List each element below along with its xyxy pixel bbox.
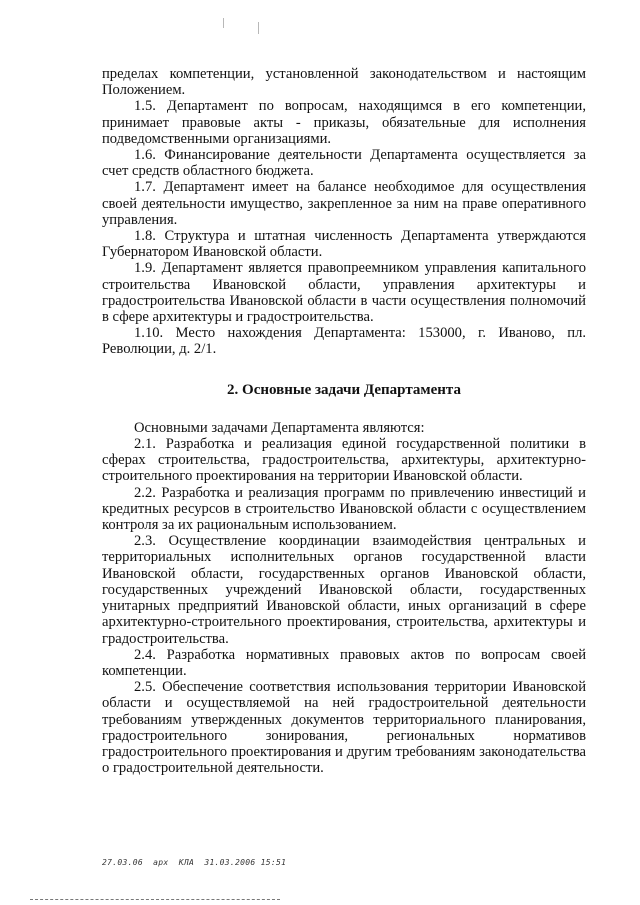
scan-mark	[258, 22, 259, 34]
paragraph-1-10: 1.10. Место нахождения Департамента: 153000, г. Иваново, пл. Революции, д. 2/1.	[102, 325, 586, 358]
paragraph-2-4: 2.4. Разработка нормативных правовых актов по вопросам своей компетенции.	[102, 646, 586, 679]
paragraph-1-5: 1.5. Департамент по вопросам, находящимся в его компетенции, принимает правовые акты - приказы, обязательные для исполнения подведомственными организациями.	[102, 98, 586, 147]
scan-mark	[223, 18, 224, 28]
paragraph-1-9: 1.9. Департамент является правопреемником управления капитального строительства Ивановской области, управления архитектуры и градостроительства Ивановской области в части осуществления полномочий в сфере архитектуры и градостроительства.	[102, 260, 586, 326]
paragraph-2-5: 2.5. Обеспечение соответствия использования территории Ивановской области и осуществляемой на ней градостроительной деятельности требованиям утвержденных документов территориального планирования, градостроительного зонирования, региональных нормативов градостроительного проектирования и другим требованиям законодательства о градостроительной деятельности.	[102, 679, 586, 777]
paragraph-2-3: 2.3. Осуществление координации взаимодействия центральных и территориальных исполнительных органов государственной власти Ивановской области, государственных органов Ивановской области, государственных учреждений Ивановской области, государственных унитарных предприятий Ивановской области, иных организаций в сфере архитектурно-строительного проектирования, строительства, архитектуры и градостроительства.	[102, 533, 586, 647]
paragraph-2-1: 2.1. Разработка и реализация единой государственной политики в сферах строительства, градостроительства, архитектуры, архитектурно-строительного проектирования на территории Ивановской области.	[102, 436, 586, 485]
section-heading: 2. Основные задачи Департамента	[227, 381, 461, 398]
paragraph-continuation: пределах компетенции, установленной законодательством и настоящим Положением.	[102, 66, 586, 99]
tasks-intro: Основными задачами Департамента являются:	[134, 419, 425, 436]
page-bottom-rule	[30, 899, 280, 900]
file-stamp: 27.03.06 арх КЛА 31.03.2006 15:51	[102, 858, 287, 867]
paragraph-2-2: 2.2. Разработка и реализация программ по привлечению инвестиций и кредитных ресурсов в строительство Ивановской области с осуществлением контроля за их рациональным использованием.	[102, 484, 586, 534]
paragraph-1-7: 1.7. Департамент имеет на балансе необходимое для осуществления своей деятельности имущество, закрепленное за ним на праве оперативного управления.	[102, 179, 586, 228]
document-body	[102, 66, 586, 776]
paragraph-1-6: 1.6. Финансирование деятельности Департамента осуществляется за счет средств областного бюджета.	[102, 147, 586, 180]
paragraph-1-8: 1.8. Структура и штатная численность Департамента утверждаются Губернатором Ивановской области.	[102, 228, 586, 261]
